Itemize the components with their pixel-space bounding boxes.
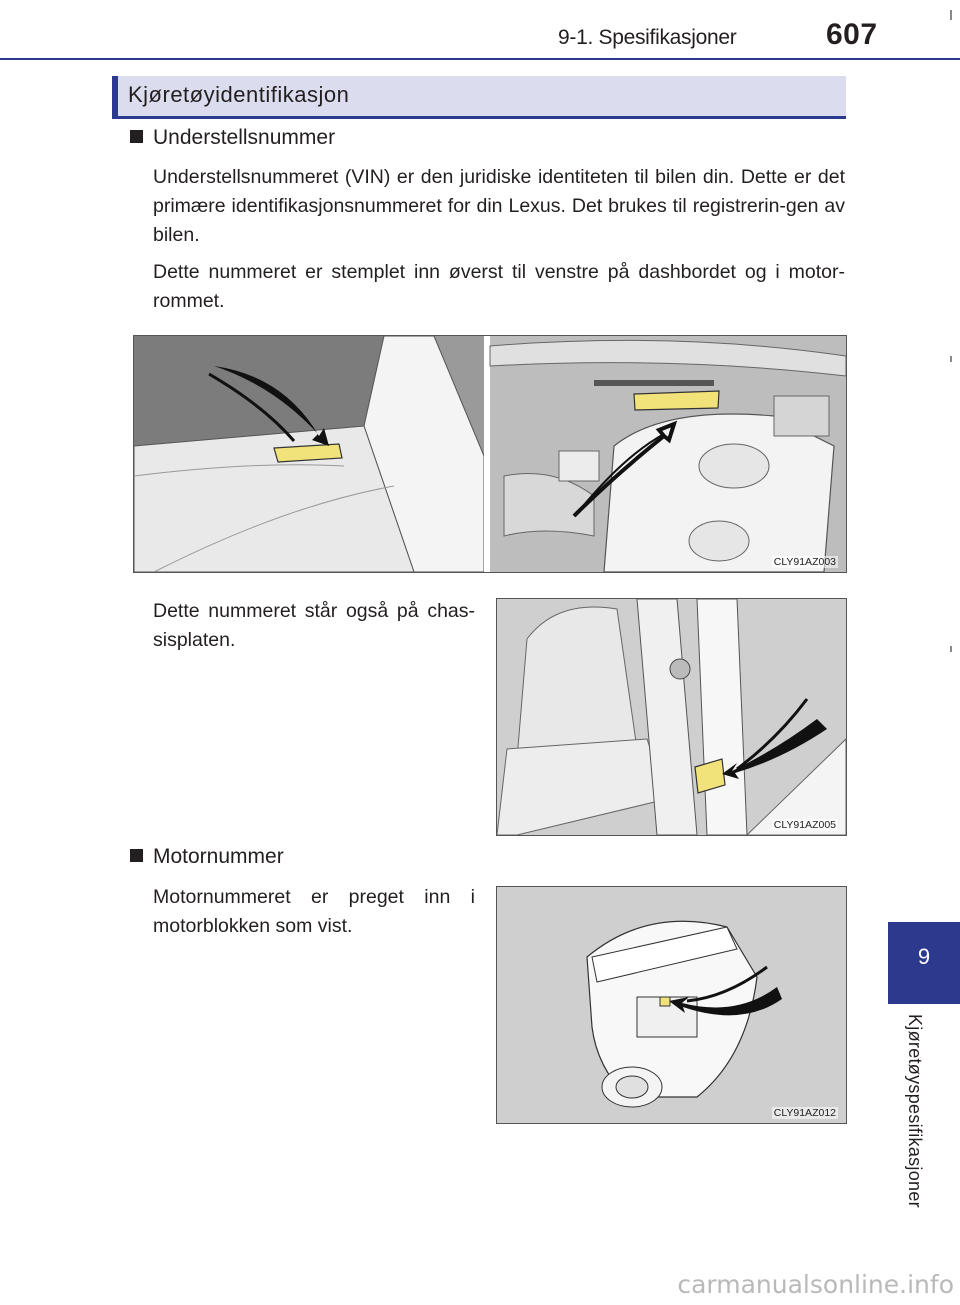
vin-heading: [130, 126, 335, 150]
bullet-square-icon: [130, 849, 143, 862]
engine-paragraph: Motornummeret er preget inn i motorblokken som vist.: [153, 886, 475, 937]
engine-heading-text: Motornummer: [153, 845, 284, 868]
figure-engine-number: [496, 886, 847, 1124]
section-title-bar: [112, 76, 846, 119]
figure-code: CLY91AZ003: [773, 556, 836, 568]
vin-locations-illustration: [134, 336, 846, 572]
chassis-plate-illustration: [497, 599, 846, 835]
header-rule: [0, 58, 960, 60]
crop-mark: [950, 356, 952, 362]
crop-mark: [950, 10, 952, 20]
vin-paragraph-1: Understellsnummeret (VIN) er den juridiske identiteten til bilen din. Dette er det primære identifikasjonsnummeret for din Lexus. Det brukes til registrerin-gen av bilen.: [153, 166, 845, 246]
engine-heading: [130, 845, 284, 869]
crop-mark: [950, 646, 952, 652]
vin-paragraph-2: Dette nummeret er stemplet inn øverst til venstre på dashbordet og i motor-rommet.: [153, 261, 845, 312]
chapter-label: Kjøretøyspesifikasjoner: [905, 1014, 925, 1208]
figure-code: CLY91AZ012: [773, 1107, 836, 1119]
figure-chassis-plate: [496, 598, 847, 836]
section-title: Kjøretøyidentifikasjon: [128, 82, 350, 107]
vin-heading-text: Understellsnummer: [153, 126, 336, 149]
page-number: 607: [826, 18, 878, 51]
section-bar-accent: [112, 76, 118, 116]
watermark: carmanualsonline.info: [677, 1270, 954, 1299]
chapter-tab[interactable]: [888, 922, 960, 1004]
chapter-number: 9: [917, 944, 931, 969]
engine-illustration: [497, 887, 846, 1123]
running-header-section: 9-1. Spesifikasjoner: [558, 26, 737, 49]
figure-vin-locations: [133, 335, 847, 573]
figure-code: CLY91AZ005: [773, 819, 836, 831]
vin-paragraph-3: Dette nummeret står også på chas-sisplaten.: [153, 600, 475, 651]
bullet-square-icon: [130, 130, 143, 143]
